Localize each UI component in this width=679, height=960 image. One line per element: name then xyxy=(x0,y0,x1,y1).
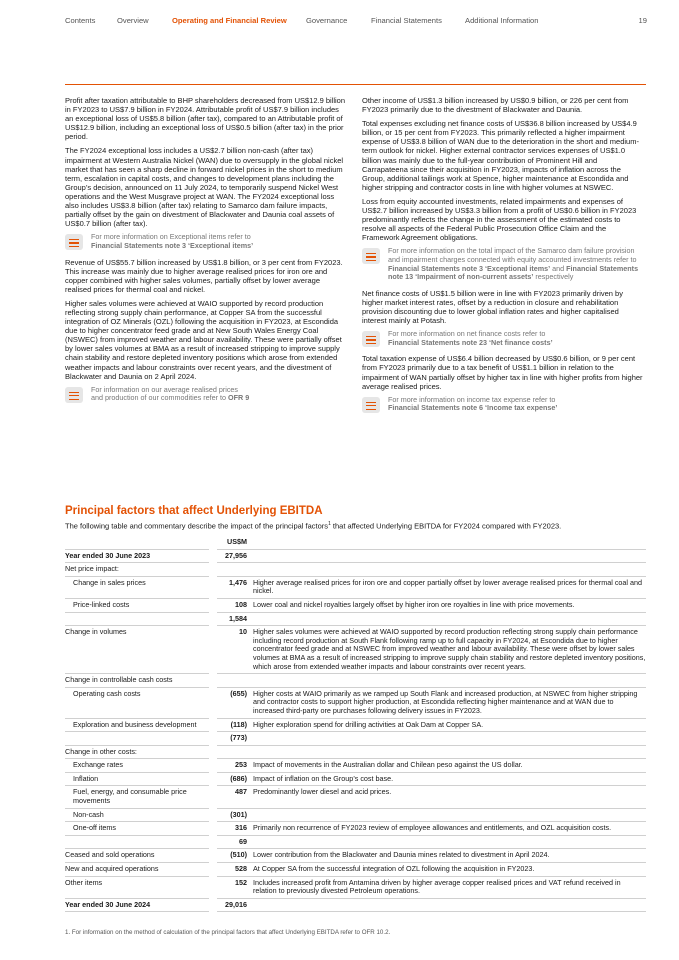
footnote: 1. For information on the method of calculation of the principal factors that affect Underlying EBITDA refer to OFR 10.2. xyxy=(65,929,391,936)
ebitda-factors-table xyxy=(65,536,646,912)
paragraph: Loss from equity accounted investments, related impairments and expenses of US$2.7 billion increased by US$3.3 billion from a profit of US$0.6 billion in FY2023 predominantly reflects the change in the assessment of the estimated costs to resolve all aspects of the Federal Public Prosecution Office Claim and the Framework Agreement obligations. xyxy=(362,196,637,243)
row-commentary: At Copper SA from the successful integration of OZL following the acquisition in FY2023. xyxy=(247,863,646,877)
row-label: Change in volumes xyxy=(65,626,213,674)
row-commentary xyxy=(247,732,646,746)
row-value: 27,956 xyxy=(213,549,247,563)
table-row xyxy=(65,576,646,598)
row-value: 316 xyxy=(213,822,247,836)
nav-financial-statements[interactable]: Financial Statements xyxy=(371,16,442,25)
row-commentary: Primarily non recurrence of FY2023 review of employee allowances and entitlements, and OZL acquisition costs. xyxy=(247,822,646,836)
reference-note[interactable]: For information on our average realised prices and production of our commodities refer to OFR 9 xyxy=(65,386,347,403)
row-label: Exploration and business development xyxy=(65,718,213,732)
row-value: (655) xyxy=(213,687,247,718)
row-label: Inflation xyxy=(65,772,213,786)
row-commentary: Higher costs at WAIO primarily as we ramped up South Flank and increased production, at NSWEC from higher stripping and contractor costs to support higher production, at Escondida reflecting higher maintenance and at WAN due to increased third-party ore purchases following delivery issues in FY2023. xyxy=(247,687,646,718)
row-commentary xyxy=(247,549,646,563)
row-label: Change in controllable cash costs xyxy=(65,674,213,688)
row-value: 1,584 xyxy=(213,612,247,626)
paragraph: Revenue of US$55.7 billion increased by US$1.8 billion, or 3 per cent from FY2023. This increase was mainly due to higher average realised prices for iron ore and copper combined with higher sales volumes, partially offset by lower average realised prices for thermal coal and nickel. xyxy=(65,257,343,294)
row-label: Year ended 30 June 2023 xyxy=(65,549,213,563)
table-row xyxy=(65,718,646,732)
table-header xyxy=(65,536,646,549)
row-commentary: Higher exploration spend for drilling activities at Oak Dam at Copper SA. xyxy=(247,718,646,732)
table-row xyxy=(65,772,646,786)
row-value xyxy=(213,745,247,759)
row-commentary: Higher average realised prices for iron ore and copper partially offset by lower average realised prices for thermal coal and nickel. xyxy=(247,576,646,598)
table-row xyxy=(65,626,646,674)
footnote-marker: 1 xyxy=(328,521,331,527)
document-icon xyxy=(362,331,380,347)
row-commentary xyxy=(247,898,646,912)
row-label: Ceased and sold operations xyxy=(65,849,213,863)
row-label: New and acquired operations xyxy=(65,863,213,877)
row-label: Net price impact: xyxy=(65,563,213,577)
table-row xyxy=(65,808,646,822)
table-row xyxy=(65,898,646,912)
row-label: Exchange rates xyxy=(65,759,213,773)
row-label: Change in sales prices xyxy=(65,576,213,598)
document-icon xyxy=(65,387,83,403)
row-value: 1,476 xyxy=(213,576,247,598)
row-value: (301) xyxy=(213,808,247,822)
left-column xyxy=(65,96,347,410)
row-value xyxy=(213,563,247,577)
reference-note[interactable]: For more information on Exceptional items refer to Financial Statements note 3 ‘Exceptional items’ xyxy=(65,233,347,250)
row-value: (118) xyxy=(213,718,247,732)
paragraph: Profit after taxation attributable to BHP shareholders decreased from US$12.9 billion in FY2023 to US$7.9 billion in FY2024. Attributable profit of US$7.9 billion includes an exceptional loss of US$5.8 billion (after tax), compared to an Attributable profit of US$12.9 billion, including an exceptional loss of US$0.5 billion (after tax) in the prior period. xyxy=(65,96,346,142)
row-commentary: Impact of inflation on the Group’s cost base. xyxy=(247,772,646,786)
row-commentary xyxy=(247,674,646,688)
table-row xyxy=(65,612,646,626)
reference-link[interactable]: Financial Statements note 13 ‘Impairment of non-current assets’ xyxy=(388,263,639,282)
row-label xyxy=(65,732,213,746)
top-navigation xyxy=(65,16,647,30)
paragraph: Other income of US$1.3 billion increased by US$0.9 billion, or 226 per cent from FY2023 primarily due to the divestment of Blackwater and Daunia. xyxy=(362,96,629,115)
table-row xyxy=(65,732,646,746)
table-row xyxy=(65,563,646,577)
reference-note[interactable]: For more information on net finance costs refer to Financial Statements note 23 ‘Net finance costs’ xyxy=(362,330,644,347)
nav-contents[interactable]: Contents xyxy=(65,16,96,25)
row-value: 69 xyxy=(213,835,247,849)
unit-header: US$M xyxy=(213,536,247,549)
paragraph: Higher sales volumes were achieved at WAIO supported by record production reflecting strong supply chain performance, at Copper SA from the successful integration of OZ Minerals (OZL) following the acquisition in FY2023, at Escondida due to higher concentrator feed grade and at New South Wales Energy Coal (NSWEC) from improved weather and labour availability. These were partially offset by lower sales volumes at BMA as a result of increased stripping to improve supply chain stability and restore depleted inventory positions which arose from extended weather impacts and labour constraints over recent years, and the divestment of Blackwater and Daunia on 2 April 2024. xyxy=(65,298,342,381)
row-commentary xyxy=(247,612,646,626)
row-commentary: Lower coal and nickel royalties largely offset by higher iron ore royalties in line with price movements. xyxy=(247,598,646,612)
row-commentary: Higher sales volumes were achieved at WAIO supported by record production reflecting strong supply chain performance including record production at South Flank following ramp up to full capacity in FY2024, at Escondida due to higher concentrator feed grade and at NSWEC from improved weather and labour availability. These were offset by lower sales volumes at BMA as a result of increased stripping to improve supply chain stability and restore depleted inventory positions, which arose from extended weather impacts and labour constraints over recent years. xyxy=(247,626,646,674)
right-column xyxy=(362,96,644,420)
row-label: Year ended 30 June 2024 xyxy=(65,898,213,912)
row-value: 29,016 xyxy=(213,898,247,912)
row-value xyxy=(213,674,247,688)
table-row xyxy=(65,687,646,718)
row-commentary: Impact of movements in the Australian dollar and Chilean peso against the US dollar. xyxy=(247,759,646,773)
row-value: (686) xyxy=(213,772,247,786)
row-value: 487 xyxy=(213,786,247,808)
section-intro: The following table and commentary describe the impact of the principal factors$^1$ that affected Underlying EBITDA for FY2024 compared with FY2023. xyxy=(65,521,562,531)
row-value: (773) xyxy=(213,732,247,746)
reference-link[interactable]: Financial Statements note 3 ‘Exceptional items’ xyxy=(388,263,551,273)
table-row xyxy=(65,822,646,836)
row-label xyxy=(65,835,213,849)
reference-note[interactable]: For more information on income tax expense refer to Financial Statements note 6 ‘Income tax expense’ xyxy=(362,396,644,413)
paragraph: The FY2024 exceptional loss includes a US$2.7 billion non-cash (after tax) impairment at Western Australia Nickel (WAN) due to oversupply in the global nickel market that has seen a sharp decline in forward nickel prices in the short to medium term, escalation in capital costs, and changes to development plans including the Group’s decision, announced on 11 July 2024, to temporarily suspend Nickel West operations and the West Musgrave project at WAN. The FY2024 exceptional loss also includes US$3.8 billion (after tax) relating to Samarco dam failure impacts, partially offset by the gain on divestment of Blackwater and Daunia coal assets of US$0.7 billion (after tax). xyxy=(65,146,344,229)
nav-operating-financial-review[interactable]: Operating and Financial Review xyxy=(172,16,287,25)
row-commentary xyxy=(247,745,646,759)
document-icon xyxy=(362,397,380,413)
row-commentary xyxy=(247,835,646,849)
row-commentary xyxy=(247,808,646,822)
page-number: 19 xyxy=(638,16,647,25)
row-commentary: Includes increased profit from Antamina driven by higher average copper realised prices and VAT refund received in relation to previously divested Petroleum operations. xyxy=(247,876,646,898)
document-icon xyxy=(65,234,83,250)
row-value: 528 xyxy=(213,863,247,877)
section-title: Principal factors that affect Underlying EBITDA xyxy=(65,505,323,517)
row-label: Fuel, energy, and consumable price movements xyxy=(65,786,213,808)
table-row xyxy=(65,549,646,563)
table-row xyxy=(65,786,646,808)
table-row xyxy=(65,849,646,863)
row-commentary: Predominantly lower diesel and acid prices. xyxy=(247,786,646,808)
table-row xyxy=(65,759,646,773)
reference-link[interactable]: Financial Statements note 6 ‘Income tax expense’ xyxy=(388,403,558,413)
header-divider xyxy=(65,84,646,85)
document-icon xyxy=(362,248,380,264)
row-label: Price-linked costs xyxy=(65,598,213,612)
row-label xyxy=(65,612,213,626)
reference-link[interactable]: OFR 9 xyxy=(228,393,250,403)
table-row xyxy=(65,835,646,849)
row-value: 253 xyxy=(213,759,247,773)
paragraph: Total taxation expense of US$6.4 billion decreased by US$0.6 billion, or 9 per cent from FY2023 primarily due to a tax benefit of US$1.1 billion in relation to the impairment of WAN partially offset by higher tax in line with higher profits from higher average realised prices. xyxy=(362,354,643,391)
row-label: Operating cash costs xyxy=(65,687,213,718)
paragraph: Net finance costs of US$1.5 billion were in line with FY2023 primarily driven by higher market interest rates, offset by a reduction in closure and rehabilitation provision discounting due to lower global inflation rates and higher capitalised interest mainly at Potash. xyxy=(362,288,623,326)
table-row xyxy=(65,598,646,612)
nav-additional-information[interactable]: Additional Information xyxy=(465,16,539,25)
table-row xyxy=(65,745,646,759)
row-label: Non-cash xyxy=(65,808,213,822)
reference-note[interactable]: For more information on the total impact of the Samarco dam failure provision and impairment charges connected with equity accounted investments refer to Financial Statements note 3 ‘Exceptional items’ and Financial Statements note 13 ‘Impairment of non-current assets’ respectively xyxy=(362,247,644,281)
row-value: 152 xyxy=(213,876,247,898)
row-value: 10 xyxy=(213,626,247,674)
row-label: Change in other costs: xyxy=(65,745,213,759)
row-label: Other items xyxy=(65,876,213,898)
row-value: 108 xyxy=(213,598,247,612)
reference-link[interactable]: Financial Statements note 23 ‘Net finance costs’ xyxy=(388,337,553,347)
table-row xyxy=(65,674,646,688)
table-row xyxy=(65,876,646,898)
nav-governance[interactable]: Governance xyxy=(306,16,348,25)
row-commentary xyxy=(247,563,646,577)
table-row xyxy=(65,863,646,877)
paragraph: Total expenses excluding net finance costs of US$36.8 billion increased by US$4.9 billion, or 15 per cent from FY2023. This primarily reflected a higher impairment expense of US$3.8 billion of WAN due to the deterioration in the short and medium-term outlook for nickel. Higher external contractor services expenses of US$1.0 billion was mainly due to the full-year contribution of Prominent Hill and Carrapateena since their acquisition in FY2023, impacts of inflation across the Group, additional tailings work at Spence, higher maintenance at Escondida and higher stripping and contractor costs in line with higher volumes at NSWEC. xyxy=(362,119,639,192)
row-commentary: Lower contribution from the Blackwater and Daunia mines related to divestment in April 2024. xyxy=(247,849,646,863)
row-label: One-off items xyxy=(65,822,213,836)
reference-link[interactable]: Financial Statements note 3 ‘Exceptional items’ xyxy=(91,240,254,250)
nav-overview[interactable]: Overview xyxy=(117,16,149,25)
row-value: (510) xyxy=(213,849,247,863)
